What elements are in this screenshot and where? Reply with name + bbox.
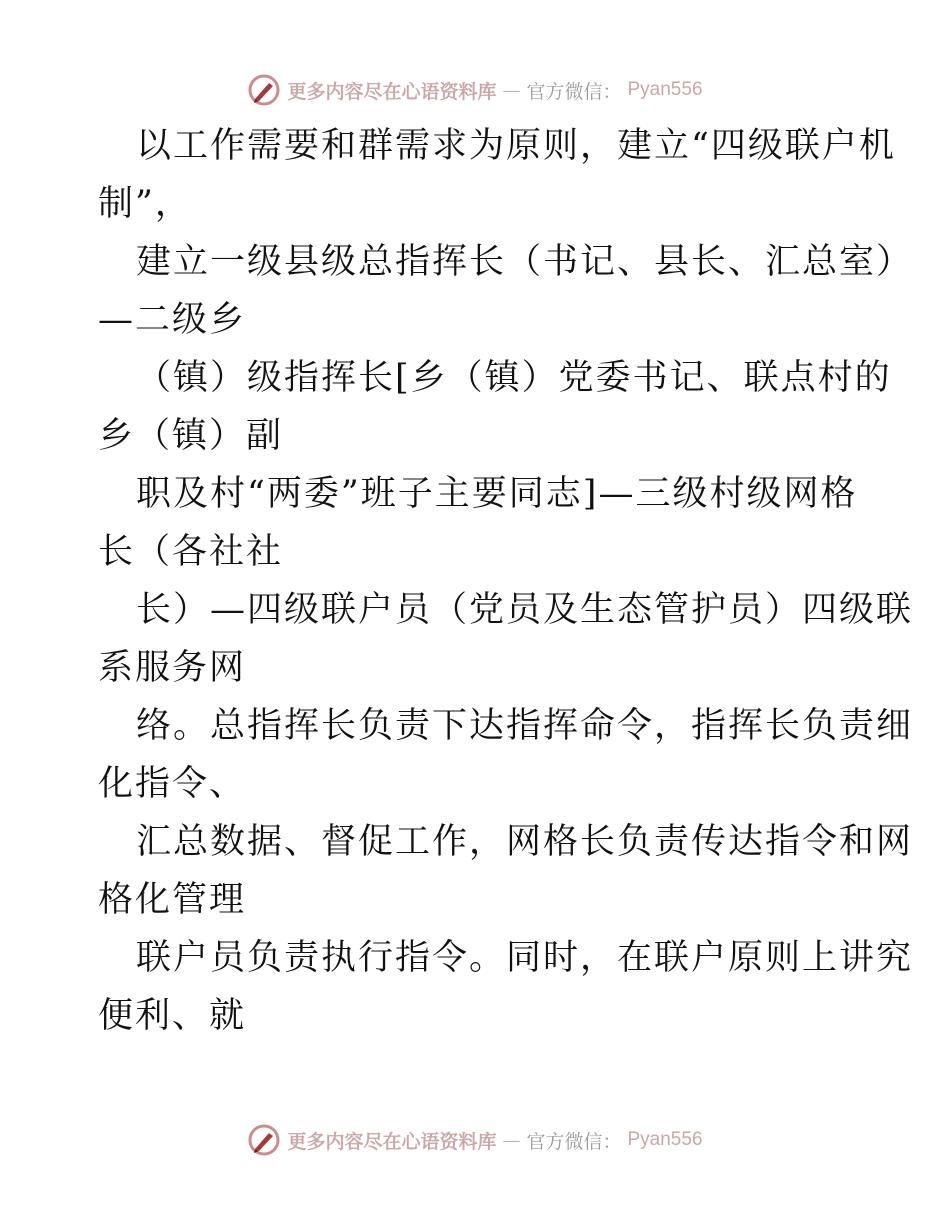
body-line: 建立一级县级总指挥长（书记、县长、汇总室） xyxy=(136,242,914,282)
body-line: 以工作需要和群需求为原则，建立“四级联户机 xyxy=(136,126,896,166)
body-line: 系服务网 xyxy=(98,648,247,688)
watermark-dash: — xyxy=(502,1129,521,1151)
watermark-slogan: 更多内容尽在心语资料库 xyxy=(287,1130,497,1153)
watermark-wechat-id: Pyan556 xyxy=(627,79,703,100)
body-line: （镇）级指挥长[乡（镇）党委书记、联点村的 xyxy=(136,358,892,398)
body-line: 格化管理 xyxy=(98,880,247,920)
watermark-dash: — xyxy=(502,79,521,101)
document-body xyxy=(98,117,914,1045)
watermark-label: 官方微信： xyxy=(526,1130,622,1153)
header-watermark xyxy=(0,70,950,110)
pen-logo-icon xyxy=(247,73,281,107)
footer-watermark xyxy=(0,1120,950,1160)
body-line: 化指令、 xyxy=(98,764,247,804)
body-line: 制”， xyxy=(98,184,192,224)
watermark-wechat-id: Pyan556 xyxy=(627,1129,703,1150)
body-line: 长（各社社 xyxy=(98,532,284,572)
body-line: 汇总数据、督促工作，网格长负责传达指令和网 xyxy=(136,822,914,862)
body-line: 乡（镇）副 xyxy=(98,416,284,456)
body-line: 长）—四级联户员（党员及生态管护员）四级联 xyxy=(136,590,914,630)
body-line: 联户员负责执行指令。同时，在联户原则上讲究 xyxy=(136,938,914,978)
body-line: 络。总指挥长负责下达指挥命令，指挥长负责细 xyxy=(136,706,914,746)
watermark-label: 官方微信： xyxy=(526,80,622,103)
body-line: 职及村“两委”班子主要同志]—三级村级网格 xyxy=(136,474,858,514)
body-line: 便利、就 xyxy=(98,996,247,1036)
watermark-slogan: 更多内容尽在心语资料库 xyxy=(287,80,497,103)
pen-logo-icon xyxy=(247,1123,281,1157)
body-line: —二级乡 xyxy=(98,300,247,340)
